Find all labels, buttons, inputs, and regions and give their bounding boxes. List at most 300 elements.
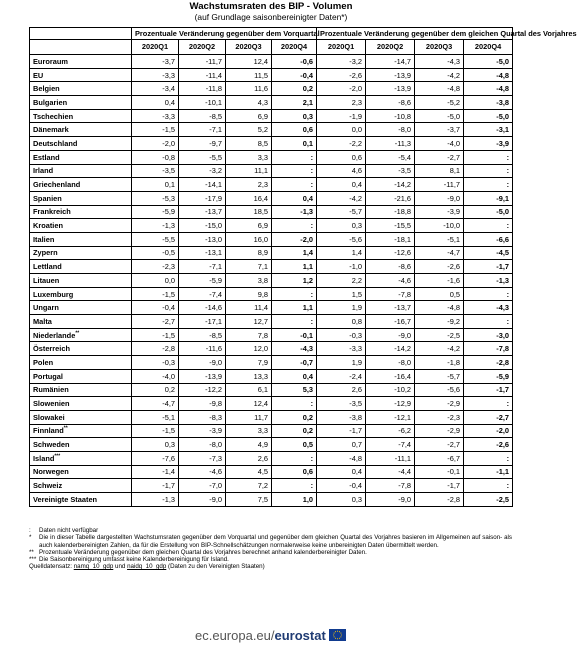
value-cell: -2,7 — [464, 410, 513, 424]
country-cell — [30, 397, 132, 411]
value-cell: -2,3 — [132, 260, 179, 274]
value-cell: 0,7 — [317, 438, 366, 452]
country-name: Slowakei — [33, 412, 65, 422]
value-cell: -2,4 — [317, 369, 366, 383]
value-cell: -8,6 — [366, 260, 415, 274]
quarter-header: 2020Q3 — [226, 40, 272, 55]
country-name: Österreich — [33, 344, 70, 354]
country-name: EU — [33, 70, 44, 80]
table-row — [30, 123, 513, 137]
quarter-header-row — [30, 40, 513, 55]
value-cell: -16,7 — [366, 315, 415, 329]
country-name: Malta — [33, 316, 52, 326]
country-name: Euroraum — [33, 56, 68, 66]
source-link-namq[interactable]: namq_10_gdp — [73, 563, 114, 571]
table-row — [30, 451, 513, 465]
value-cell: 0,4 — [317, 465, 366, 479]
value-cell: 0,1 — [272, 137, 317, 151]
value-cell: 1,9 — [317, 301, 366, 315]
footnote-marker: *** — [54, 453, 61, 460]
value-cell: -0,8 — [132, 150, 179, 164]
value-cell: -4,8 — [464, 82, 513, 96]
country-cell — [30, 109, 132, 123]
value-cell: -11,4 — [179, 68, 226, 82]
value-cell: 7,2 — [226, 479, 272, 493]
footer-brand: eurostat — [274, 627, 326, 643]
value-cell: : — [272, 315, 317, 329]
value-cell: -4,2 — [317, 191, 366, 205]
value-cell: -7,8 — [464, 342, 513, 356]
corner-cell — [30, 28, 132, 40]
table-row — [30, 219, 513, 233]
value-cell: 3,3 — [226, 150, 272, 164]
footer-domain: ec.europa.eu/ — [195, 627, 275, 643]
footnote-symbol: ** — [29, 548, 34, 556]
value-cell: -3,1 — [464, 123, 513, 137]
value-cell: -13,9 — [179, 369, 226, 383]
value-cell: -5,5 — [179, 150, 226, 164]
table-row — [30, 137, 513, 151]
value-cell: -4,3 — [415, 55, 464, 69]
value-cell: -14,2 — [366, 342, 415, 356]
value-cell: -1,1 — [464, 465, 513, 479]
value-cell: -1,6 — [415, 274, 464, 288]
table-row — [30, 150, 513, 164]
quarter-header: 2020Q1 — [132, 40, 179, 55]
value-cell: 4,3 — [226, 96, 272, 110]
value-cell: -13,9 — [366, 82, 415, 96]
value-cell: -1,7 — [464, 260, 513, 274]
country-cell — [30, 219, 132, 233]
country-cell — [30, 55, 132, 69]
eurostat-footer[interactable] — [195, 626, 346, 644]
country-name: Kroatien — [33, 221, 63, 231]
value-cell: 0,0 — [317, 123, 366, 137]
value-cell: -13,9 — [366, 68, 415, 82]
value-cell: -3,2 — [179, 164, 226, 178]
value-cell: -13,1 — [179, 246, 226, 260]
value-cell: -3,8 — [464, 96, 513, 110]
value-cell: -12,2 — [179, 383, 226, 397]
value-cell: 1,1 — [272, 301, 317, 315]
value-cell: -5,1 — [132, 410, 179, 424]
value-cell: -0,1 — [272, 328, 317, 342]
country-cell — [30, 205, 132, 219]
value-cell: : — [464, 287, 513, 301]
value-cell: -2,8 — [464, 356, 513, 370]
value-cell: -14,7 — [366, 55, 415, 69]
value-cell: : — [272, 178, 317, 192]
value-cell: -4,3 — [272, 342, 317, 356]
value-cell: -4,8 — [415, 301, 464, 315]
value-cell: -9,8 — [179, 397, 226, 411]
quarter-header: 2020Q4 — [272, 40, 317, 55]
value-cell: 4,6 — [317, 164, 366, 178]
quarter-header: 2020Q1 — [317, 40, 366, 55]
country-cell — [30, 479, 132, 493]
value-cell: -8,5 — [179, 328, 226, 342]
value-cell: : — [464, 150, 513, 164]
value-cell: 12,4 — [226, 397, 272, 411]
value-cell: 0,5 — [272, 438, 317, 452]
country-cell — [30, 82, 132, 96]
value-cell: -2,8 — [415, 493, 464, 507]
country-cell — [30, 68, 132, 82]
country-name: Vereinigte Staaten — [33, 494, 98, 504]
country-name: Lettland — [33, 262, 62, 272]
value-cell: : — [464, 479, 513, 493]
value-cell: -4,6 — [366, 274, 415, 288]
value-cell: -1,5 — [132, 123, 179, 137]
value-cell: -2,7 — [415, 438, 464, 452]
footnotes — [29, 527, 512, 571]
country-name: Tschechien — [33, 111, 74, 121]
group-header-row — [30, 28, 513, 40]
country-name: Schweiz — [33, 481, 63, 491]
value-cell: 11,6 — [226, 82, 272, 96]
value-cell: -3,5 — [132, 164, 179, 178]
footnote-text: Die Saisonbereinigung umfasst keine Kalenderbereinigung für Island. — [39, 556, 229, 564]
value-cell: -2,0 — [132, 137, 179, 151]
value-cell: -12,1 — [366, 410, 415, 424]
value-cell: -9,1 — [464, 191, 513, 205]
value-cell: -11,7 — [415, 178, 464, 192]
footnote-marker: ** — [63, 425, 68, 432]
value-cell: -3,3 — [132, 109, 179, 123]
value-cell: -2,6 — [415, 260, 464, 274]
country-cell — [30, 274, 132, 288]
country-cell — [30, 315, 132, 329]
country-name: Estland — [33, 152, 60, 162]
value-cell: 11,7 — [226, 410, 272, 424]
value-cell: -15,0 — [179, 219, 226, 233]
country-cell — [30, 465, 132, 479]
value-cell: -2,9 — [415, 424, 464, 438]
value-cell: : — [272, 451, 317, 465]
value-cell: -9,0 — [179, 493, 226, 507]
country-name: Slowenien — [33, 399, 70, 409]
value-cell: -18,8 — [366, 205, 415, 219]
value-cell: 11,1 — [226, 164, 272, 178]
table-row — [30, 410, 513, 424]
value-cell: -11,3 — [366, 137, 415, 151]
value-cell: -0,3 — [132, 356, 179, 370]
country-name: Belgien — [33, 84, 60, 94]
table-row — [30, 96, 513, 110]
country-cell — [30, 150, 132, 164]
footnote-symbol: * — [29, 534, 32, 542]
value-cell: -3,0 — [464, 328, 513, 342]
eu-flag-icon — [329, 629, 346, 641]
value-cell: -5,4 — [366, 150, 415, 164]
value-cell: 1,5 — [317, 287, 366, 301]
value-cell: -7,0 — [179, 479, 226, 493]
value-cell: 0,0 — [132, 274, 179, 288]
value-cell: -3,9 — [415, 205, 464, 219]
table-row — [30, 369, 513, 383]
value-cell: -7,8 — [366, 287, 415, 301]
value-cell: -13,7 — [179, 205, 226, 219]
value-cell: 0,4 — [272, 369, 317, 383]
value-cell: -10,0 — [415, 219, 464, 233]
table-row — [30, 232, 513, 246]
value-cell: -0,6 — [272, 55, 317, 69]
table-row — [30, 68, 513, 82]
country-cell — [30, 96, 132, 110]
value-cell: -9,0 — [179, 356, 226, 370]
value-cell: 13,3 — [226, 369, 272, 383]
value-cell: -4,6 — [179, 465, 226, 479]
source-suffix: (Daten zu den Vereinigten Staaten) — [166, 563, 265, 571]
value-cell: -9,0 — [366, 328, 415, 342]
footnote — [29, 527, 512, 534]
value-cell: : — [272, 150, 317, 164]
value-cell: -12,6 — [366, 246, 415, 260]
country-name: Finnland — [33, 426, 64, 436]
value-cell: -8,6 — [366, 96, 415, 110]
value-cell: 1,2 — [272, 274, 317, 288]
footnote — [29, 534, 512, 549]
country-name: Litauen — [33, 275, 60, 285]
value-cell: 2,6 — [317, 383, 366, 397]
value-cell: -5,5 — [132, 232, 179, 246]
value-cell: : — [464, 397, 513, 411]
group-header-qoq: Prozentuale Veränderung gegenüber dem Vorquartal — [132, 28, 317, 40]
value-cell: : — [272, 397, 317, 411]
group-header-yoy: Prozentuale Veränderung gegenüber dem gleichen Quartal des Vorjahres — [317, 28, 513, 40]
value-cell: -16,4 — [366, 369, 415, 383]
table-row — [30, 164, 513, 178]
value-cell: : — [464, 164, 513, 178]
value-cell: -2,7 — [132, 315, 179, 329]
value-cell: -1,8 — [415, 356, 464, 370]
value-cell: -5,7 — [415, 369, 464, 383]
quarter-header: 2020Q2 — [179, 40, 226, 55]
value-cell: -1,7 — [464, 383, 513, 397]
value-cell: 6,9 — [226, 109, 272, 123]
country-name: Irland — [33, 166, 54, 176]
value-cell: -21,6 — [366, 191, 415, 205]
value-cell: -4,4 — [366, 465, 415, 479]
value-cell: -4,8 — [317, 451, 366, 465]
source-link-naidq[interactable]: naidq_10_gdp — [127, 563, 167, 571]
value-cell: -14,1 — [179, 178, 226, 192]
value-cell: 3,3 — [226, 424, 272, 438]
value-cell: -4,5 — [464, 246, 513, 260]
value-cell: 0,2 — [272, 82, 317, 96]
value-cell: 7,1 — [226, 260, 272, 274]
value-cell: : — [464, 451, 513, 465]
value-cell: -4,2 — [415, 342, 464, 356]
value-cell: -2,9 — [415, 397, 464, 411]
country-cell — [30, 410, 132, 424]
value-cell: -2,7 — [415, 150, 464, 164]
value-cell: -1,7 — [415, 479, 464, 493]
value-cell: -7,4 — [366, 438, 415, 452]
quarter-header: 2020Q2 — [366, 40, 415, 55]
value-cell: 16,0 — [226, 232, 272, 246]
table-body — [30, 55, 513, 507]
value-cell: -0,5 — [132, 246, 179, 260]
country-cell — [30, 438, 132, 452]
value-cell: 11,4 — [226, 301, 272, 315]
value-cell: 0,2 — [272, 410, 317, 424]
value-cell: -1,9 — [317, 109, 366, 123]
value-cell: -2,6 — [317, 68, 366, 82]
footnote — [29, 549, 512, 556]
value-cell: -9,7 — [179, 137, 226, 151]
value-cell: -8,3 — [179, 410, 226, 424]
footnote-text: Daten nicht verfügbar — [39, 527, 99, 534]
value-cell: -2,0 — [464, 424, 513, 438]
country-name: Bulgarien — [33, 97, 68, 107]
page-title: Wachstumsraten des BIP - Volumen — [189, 1, 353, 12]
value-cell: 5,3 — [272, 383, 317, 397]
quarter-header: 2020Q3 — [415, 40, 464, 55]
value-cell: 2,6 — [226, 451, 272, 465]
footnote-marker: ** — [75, 330, 80, 337]
country-name: Deutschland — [33, 138, 78, 148]
value-cell: -7,1 — [179, 260, 226, 274]
country-cell — [30, 191, 132, 205]
value-cell: -1,3 — [272, 205, 317, 219]
value-cell: -3,3 — [317, 342, 366, 356]
value-cell: -15,5 — [366, 219, 415, 233]
table-row — [30, 191, 513, 205]
table-row — [30, 424, 513, 438]
value-cell: : — [272, 287, 317, 301]
value-cell: -0,1 — [415, 465, 464, 479]
value-cell: -7,8 — [366, 479, 415, 493]
value-cell: -11,7 — [179, 55, 226, 69]
country-cell — [30, 493, 132, 507]
value-cell: 1,4 — [272, 246, 317, 260]
value-cell: -0,3 — [317, 328, 366, 342]
value-cell: -13,0 — [179, 232, 226, 246]
table-row — [30, 82, 513, 96]
table-row — [30, 301, 513, 315]
value-cell: -9,0 — [366, 493, 415, 507]
value-cell: -0,7 — [272, 356, 317, 370]
value-cell: -3,5 — [317, 397, 366, 411]
value-cell: -5,2 — [415, 96, 464, 110]
value-cell: -11,6 — [179, 342, 226, 356]
value-cell: : — [272, 219, 317, 233]
value-cell: 1,9 — [317, 356, 366, 370]
country-cell — [30, 451, 132, 465]
table-row — [30, 465, 513, 479]
country-cell — [30, 342, 132, 356]
value-cell: -5,0 — [464, 109, 513, 123]
value-cell: -3,7 — [132, 55, 179, 69]
country-cell — [30, 424, 132, 438]
value-cell: -1,4 — [132, 465, 179, 479]
value-cell: -1,3 — [132, 219, 179, 233]
country-name: Frankreich — [33, 207, 71, 217]
value-cell: 6,1 — [226, 383, 272, 397]
country-cell — [30, 232, 132, 246]
country-name: Norwegen — [33, 467, 69, 477]
value-cell: -3,5 — [366, 164, 415, 178]
table-row — [30, 178, 513, 192]
value-cell: -3,9 — [179, 424, 226, 438]
value-cell: 0,6 — [272, 465, 317, 479]
country-name: Polen — [33, 357, 54, 367]
country-name: Luxemburg — [33, 289, 74, 299]
value-cell: -1,5 — [132, 328, 179, 342]
value-cell: -2,3 — [415, 410, 464, 424]
country-cell — [30, 383, 132, 397]
value-cell: -2,5 — [464, 493, 513, 507]
value-cell: -9,0 — [415, 191, 464, 205]
value-cell: -4,0 — [132, 369, 179, 383]
value-cell: -10,8 — [366, 109, 415, 123]
table-row — [30, 55, 513, 69]
value-cell: 1,0 — [272, 493, 317, 507]
value-cell: 0,2 — [132, 383, 179, 397]
value-cell: -7,6 — [132, 451, 179, 465]
value-cell: -3,4 — [132, 82, 179, 96]
value-cell: 0,3 — [272, 109, 317, 123]
value-cell: -6,7 — [415, 451, 464, 465]
value-cell: -0,4 — [132, 301, 179, 315]
value-cell: -1,0 — [317, 260, 366, 274]
value-cell: : — [464, 315, 513, 329]
value-cell: 0,4 — [272, 191, 317, 205]
country-name: Rumänien — [33, 385, 69, 395]
country-name: Zypern — [33, 248, 58, 258]
value-cell: -0,4 — [317, 479, 366, 493]
value-cell: -2,2 — [317, 137, 366, 151]
value-cell: 0,3 — [317, 493, 366, 507]
value-cell: : — [464, 178, 513, 192]
value-cell: -1,5 — [132, 287, 179, 301]
value-cell: -4,7 — [415, 246, 464, 260]
value-cell: -7,1 — [179, 123, 226, 137]
value-cell: -1,3 — [464, 274, 513, 288]
table-row — [30, 493, 513, 507]
value-cell: -5,6 — [317, 232, 366, 246]
value-cell: -5,9 — [464, 369, 513, 383]
value-cell: : — [272, 164, 317, 178]
country-name: Portugal — [33, 371, 63, 381]
footnote-text: Die in dieser Tabelle dargestellten Wachstumsraten gegenüber dem Vorquartal und gegenüber dem gleichen Quartal des Vorjahres basieren im Allgemeinen auf saison- als auch kalenderbereinigten Zahlen, da für die Erstellung von BIP-Schnellschätzungen normalerweise keine unbereinigten Daten übermittelt werden. — [39, 534, 512, 549]
country-name: Schweden — [33, 440, 70, 450]
value-cell: 2,3 — [226, 178, 272, 192]
value-cell: -5,7 — [317, 205, 366, 219]
footnote — [29, 556, 512, 563]
value-cell: 3,8 — [226, 274, 272, 288]
value-cell: -7,3 — [179, 451, 226, 465]
value-cell: -1,3 — [132, 493, 179, 507]
value-cell: -2,0 — [272, 232, 317, 246]
value-cell: -11,1 — [366, 451, 415, 465]
value-cell: 11,5 — [226, 68, 272, 82]
footnote-symbol: *** — [29, 556, 37, 564]
value-cell: 7,9 — [226, 356, 272, 370]
table-row — [30, 342, 513, 356]
value-cell: 0,2 — [272, 424, 317, 438]
country-name: Island — [33, 453, 55, 463]
country-name: Niederlande — [33, 330, 76, 340]
table-row — [30, 356, 513, 370]
table-row — [30, 246, 513, 260]
value-cell: -8,5 — [179, 109, 226, 123]
country-cell — [30, 301, 132, 315]
value-cell: 8,1 — [415, 164, 464, 178]
value-cell: 0,3 — [132, 438, 179, 452]
value-cell: -8,0 — [179, 438, 226, 452]
